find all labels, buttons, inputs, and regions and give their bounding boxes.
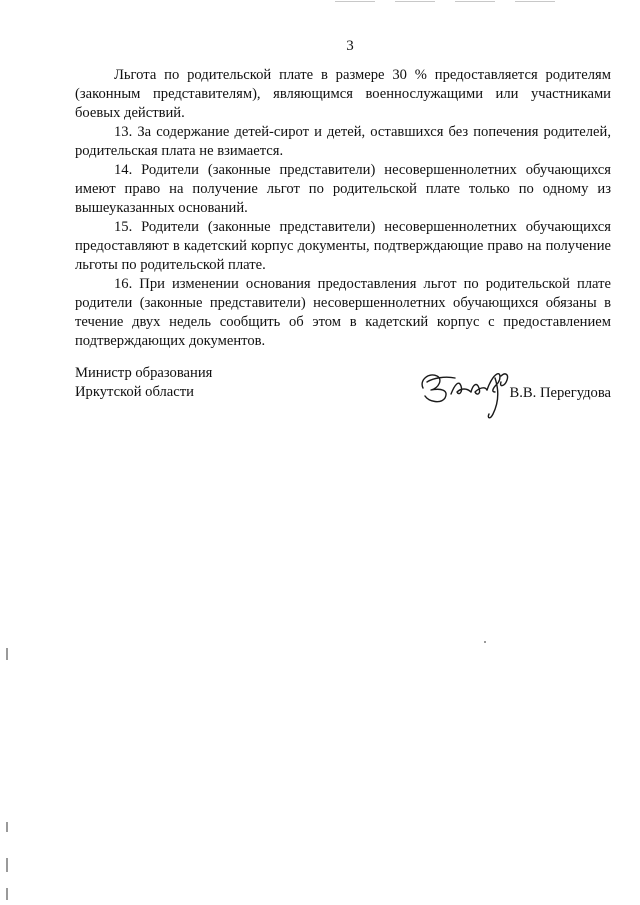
paragraph-15: 15. Родители (законные представители) несовершеннолетних обучающихся предоставляют в кадетский корпус документы, подтверждающие право на получение льготы по родительской плате.: [75, 219, 611, 273]
signatory-title: [75, 364, 212, 402]
scan-top-rule: [455, 1, 495, 2]
scan-top-rule: [515, 1, 555, 2]
scan-margin-mark: [6, 822, 8, 832]
signatory-name: В.В. Перегудова: [509, 385, 611, 401]
paragraph-16: 16. При изменении основания предоставления льгот по родительской плате родители (законные представители) несовершеннолетних обучающихся обязаны в течение двух недель сообщить об этом в кадетский корпус с предоставлением подтверждающих документов.: [75, 276, 611, 349]
scan-margin-mark: [6, 888, 8, 900]
document-body: [75, 66, 611, 351]
scan-speck: [484, 641, 486, 643]
scan-top-rule: [335, 1, 375, 2]
paragraph-benefit-30-percent: Льгота по родительской плате в размере 30 % предоставляется родителям (законным представителям), являющимся военнослужащими или участниками боевых действий.: [75, 67, 611, 121]
paragraph-14: 14. Родители (законные представители) несовершеннолетних обучающихся имеют право на получение льгот по родительской плате только по одному из вышеуказанных оснований.: [75, 162, 611, 216]
signatory-title-line-1: Министр образования: [75, 365, 213, 381]
signatory-title-line-2: Иркутской области: [75, 384, 194, 400]
scan-margin-mark: [6, 648, 8, 660]
page-number: 3: [346, 38, 354, 54]
scan-top-rule: [395, 1, 435, 2]
signature-block: [75, 364, 611, 434]
paragraph-13: 13. За содержание детей-сирот и детей, оставшихся без попечения родителей, родительская плата не взимается.: [75, 124, 611, 159]
scan-margin-mark: [6, 858, 8, 872]
